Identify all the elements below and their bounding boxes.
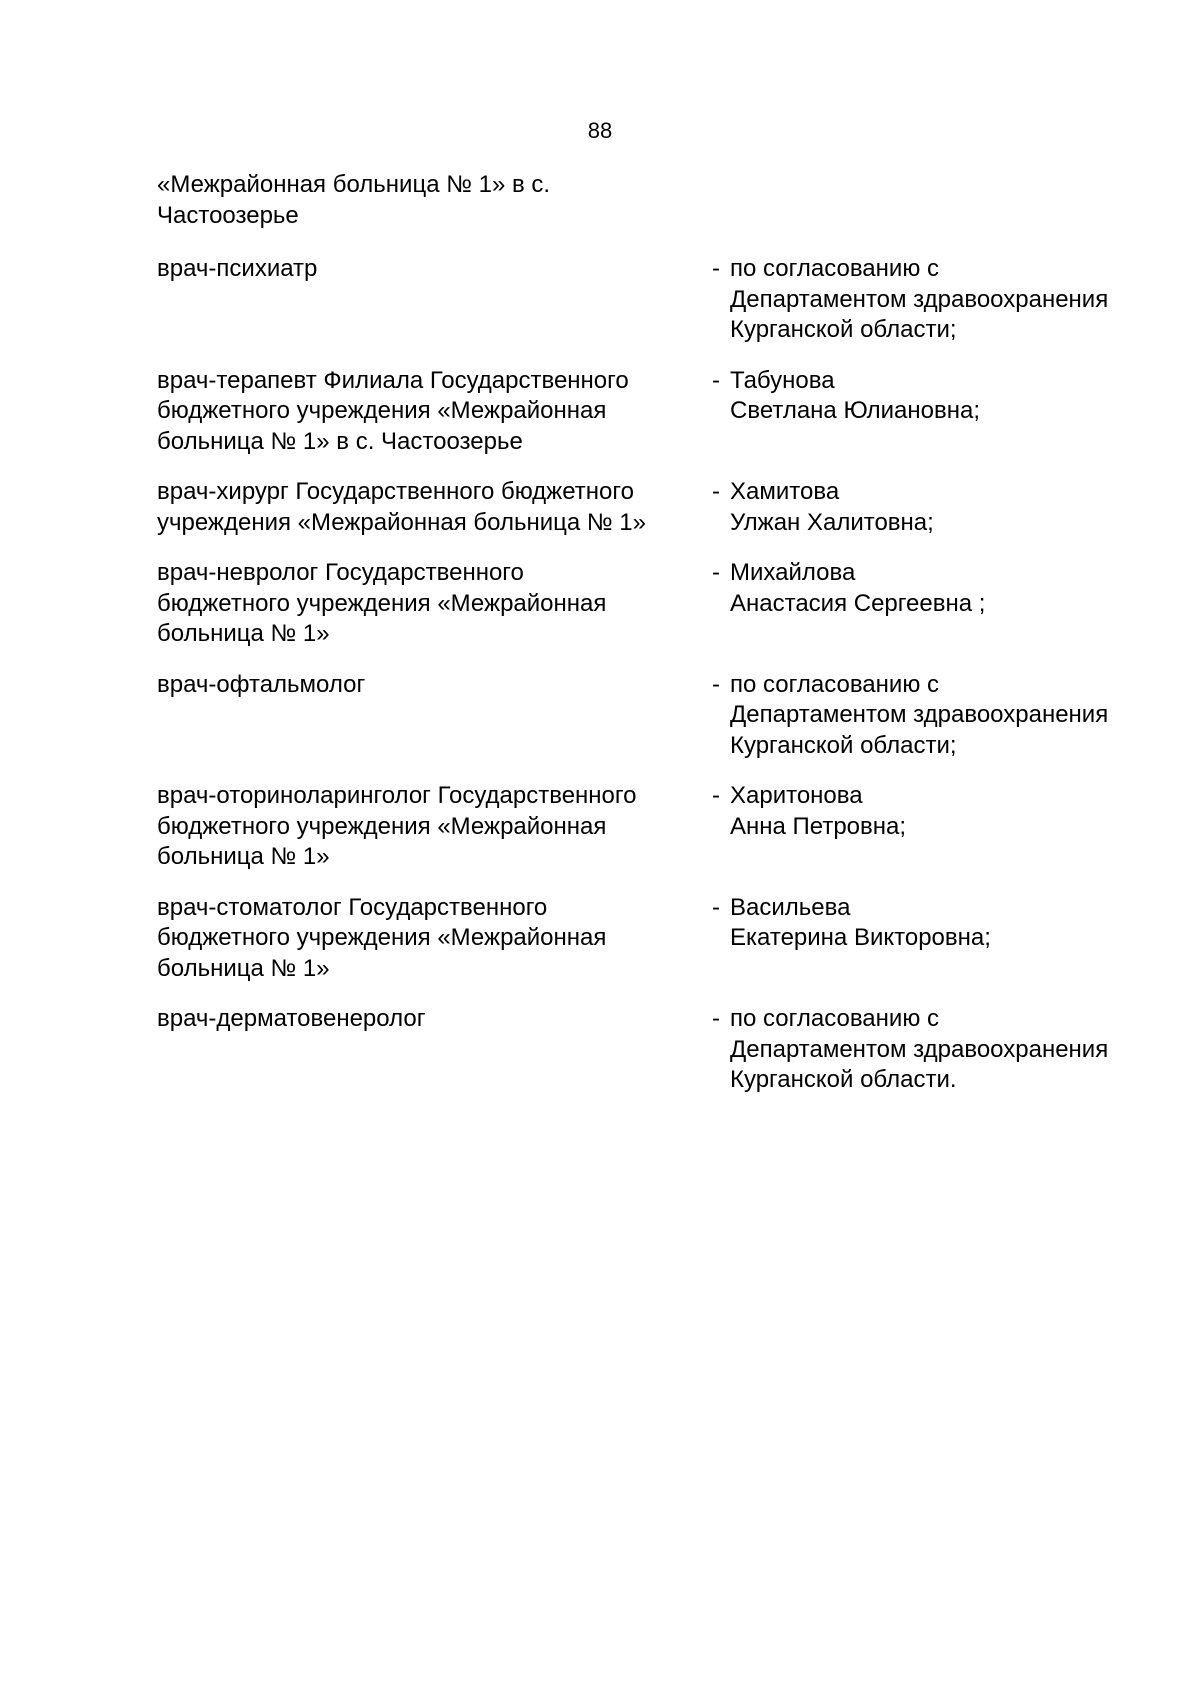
- person-name: Харитонова Анна Петровна;: [730, 782, 907, 840]
- list-item: [157, 366, 1157, 458]
- person-entry: [712, 254, 1157, 346]
- dash: -: [712, 893, 720, 921]
- dash: -: [712, 366, 720, 394]
- position-title: врач-дерматовенеролог: [157, 1005, 426, 1032]
- position-title: врач-хирург Государственного бюджетного учреждения «Межрайонная больница № 1»: [157, 478, 646, 536]
- person-name: по согласованию с Департаментом здравоохранения Курганской области;: [730, 670, 1109, 759]
- dash: -: [712, 1005, 720, 1032]
- list-item: [157, 670, 1157, 762]
- position-title: врач-оториноларинголог Государственного бюджетного учреждения «Межрайонная больница № 1»: [157, 782, 637, 870]
- commission-list: [157, 254, 1157, 1116]
- person-entry: [712, 893, 1157, 985]
- dash: -: [712, 559, 720, 586]
- position-title: врач-офтальмолог: [157, 670, 366, 698]
- dash: -: [712, 782, 720, 809]
- list-item: [157, 781, 1157, 873]
- person-name: Васильева Екатерина Викторовна;: [730, 893, 991, 951]
- list-item: [157, 254, 1157, 346]
- person-entry: [712, 477, 1157, 538]
- person-entry: [712, 670, 1157, 762]
- list-item: [157, 1004, 1157, 1096]
- position-title: врач-стоматолог Государственного бюджетного учреждения «Межрайонная больница № 1»: [157, 893, 607, 982]
- dash: -: [712, 478, 720, 505]
- person-name: по согласованию с Департаментом здравоохранения Курганской области;: [730, 255, 1109, 343]
- person-name: по согласованию с Департаментом здравоохранения Курганской области.: [730, 1005, 1109, 1093]
- person-name: Табунова Светлана Юлиановна;: [730, 366, 980, 424]
- person-name: Хамитова Улжан Халитовна;: [730, 478, 934, 536]
- list-item: [157, 558, 1157, 650]
- dash: -: [712, 255, 720, 282]
- continuation-text: «Межрайонная больница № 1» в с. Частоозерье: [157, 171, 551, 229]
- list-item: [157, 477, 1157, 538]
- position-title: врач-терапевт Филиала Государственного бюджетного учреждения «Межрайонная больница № 1» в с. Частоозерье: [157, 366, 629, 455]
- page-number: 88: [587, 118, 613, 143]
- dash: -: [712, 670, 720, 698]
- position-title: врач-психиатр: [157, 255, 318, 282]
- person-entry: [712, 366, 1157, 458]
- position-title: врач-невролог Государственного бюджетного учреждения «Межрайонная больница № 1»: [157, 559, 607, 647]
- person-entry: [712, 558, 1157, 650]
- person-entry: [712, 1004, 1157, 1096]
- list-item: [157, 893, 1157, 985]
- person-name: Михайлова Анастасия Сергеевна ;: [730, 559, 986, 617]
- person-entry: [712, 781, 1157, 873]
